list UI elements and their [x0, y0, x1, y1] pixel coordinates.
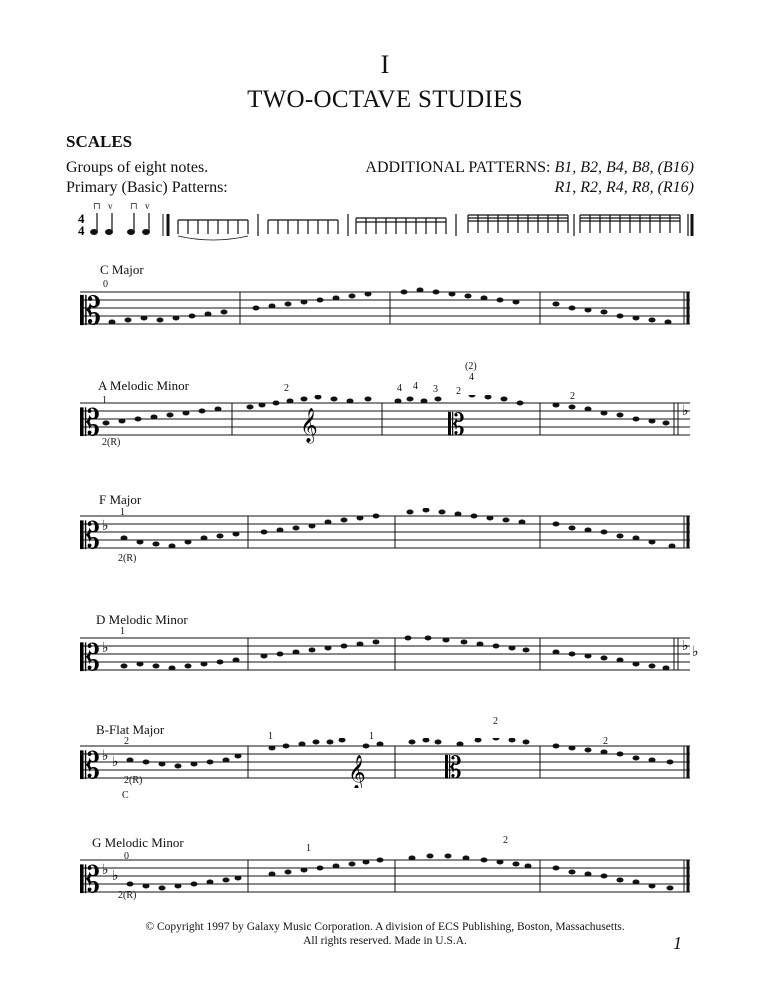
fingering-mark: 4 [469, 372, 474, 383]
svg-text:4: 4 [78, 223, 85, 238]
fingering-mark: 1 [306, 843, 311, 854]
flat-sign-icon: ♭ [112, 869, 119, 884]
scale-title-d-melodic-minor: D Melodic Minor [96, 612, 188, 627]
staff-d-melodic-minor [60, 630, 700, 680]
flat-sign-icon: ♭ [102, 749, 109, 764]
fingering-mark: (2) [465, 361, 477, 372]
alto-clef-icon: 𝄡 [80, 860, 101, 900]
flat-sign-icon: ♭ [112, 755, 119, 770]
fingering-mark: 2 [570, 391, 575, 402]
staff-c-major [60, 280, 700, 340]
scale-fingering-start: 1 [102, 395, 107, 406]
time-signature [78, 211, 85, 238]
fingering-mark: 2 [493, 716, 498, 727]
section-roman-numeral: I [380, 50, 390, 79]
scale-fingering-start: 1 [120, 507, 125, 518]
flat-sign-icon: ♭ [682, 404, 689, 419]
alto-clef-icon: 𝄡 [80, 746, 101, 786]
scale-title-g-melodic-minor: G Melodic Minor [92, 835, 184, 850]
resin-circle-mark: 2(R) [118, 890, 137, 901]
flat-sign-icon: ♭ [102, 519, 109, 534]
string-mark: C [122, 790, 129, 801]
additional-patterns-label: ADDITIONAL PATTERNS: [365, 159, 551, 176]
scale-notes [103, 395, 670, 426]
rights-text: All rights reserved. Made in U.S.A. [303, 935, 467, 947]
scale-title-c-major: C Major [100, 262, 144, 277]
alto-clef-icon: 𝄡 [80, 291, 102, 333]
fingering-mark: 3 [433, 384, 438, 395]
flat-sign-icon: ♭ [102, 863, 109, 878]
groups-text: Groups of eight notes. [66, 159, 209, 176]
fingering-mark: 4 [397, 383, 402, 394]
additional-bowings: B1, B2, B4, B8, (B16) [554, 159, 694, 176]
svg-text:⊓: ⊓ [130, 201, 138, 211]
scale-notes [127, 738, 674, 769]
flat-sign-icon: ♭ [682, 639, 689, 654]
resin-circle-mark: 2(R) [118, 553, 137, 564]
alto-clef-icon: 𝄡 [80, 516, 101, 556]
additional-patterns-line [365, 159, 694, 177]
flat-sign-icon: ♭ [692, 645, 699, 660]
scale-fingering-start: 2 [124, 736, 129, 747]
alto-clef-icon: 𝄡 [80, 403, 101, 443]
scale-title-f-major: F Major [99, 492, 142, 507]
fingering-mark: 2 [503, 835, 508, 846]
svg-text:4: 4 [78, 211, 85, 226]
page-number: 1 [673, 933, 682, 953]
svg-text:⊓: ⊓ [93, 201, 101, 211]
primary-patterns-text: Primary (Basic) Patterns: [66, 179, 228, 196]
footer [0, 920, 770, 948]
scale-fingering-start: 1 [120, 626, 125, 637]
staff-a-melodic-minor [60, 395, 700, 445]
scale-fingering-start: 0 [103, 279, 108, 290]
treble-clef-icon: 𝄞 [348, 756, 366, 788]
fingering-mark: 1 [268, 731, 273, 742]
additional-rhythms: R1, R2, R4, R8, (R16) [554, 179, 694, 196]
flat-sign-icon: ♭ [102, 641, 109, 656]
staff-f-major [60, 508, 700, 558]
copyright-text: © Copyright 1997 by Galaxy Music Corporation. A division of ECS Publishing, Boston, Massachusetts. [145, 921, 625, 933]
basic-pattern-notes [91, 201, 169, 236]
scale-fingering-start: 0 [124, 851, 129, 862]
fingering-mark: 2 [603, 736, 608, 747]
page-title: TWO-OCTAVE STUDIES [247, 86, 523, 113]
fingering-mark: 4 [413, 381, 418, 392]
resin-circle-mark: 2(R) [124, 775, 143, 786]
treble-clef-icon: 𝄞 [300, 409, 318, 442]
rhythm-patterns-strip [60, 198, 700, 243]
svg-text:v: v [108, 201, 113, 211]
scale-title-a-melodic-minor: A Melodic Minor [98, 378, 189, 393]
scale-title-b-flat-major: B-Flat Major [96, 722, 165, 737]
alto-clef-icon: 𝄡 [80, 638, 101, 678]
beamed-groups [178, 214, 692, 240]
fingering-mark: 2 [284, 383, 289, 394]
svg-text:v: v [145, 201, 150, 211]
scale-notes [127, 854, 674, 891]
section-heading: SCALES [66, 132, 133, 151]
alto-clef-icon: 𝄡 [445, 752, 462, 785]
alto-clef-icon: 𝄡 [448, 409, 465, 442]
resin-circle-mark: 2(R) [102, 437, 121, 448]
staff-b-flat-major [60, 738, 700, 788]
staff-g-melodic-minor [60, 852, 700, 902]
fingering-mark: 2 [456, 386, 461, 397]
fingering-mark: 1 [369, 731, 374, 742]
scale-notes [121, 508, 676, 549]
